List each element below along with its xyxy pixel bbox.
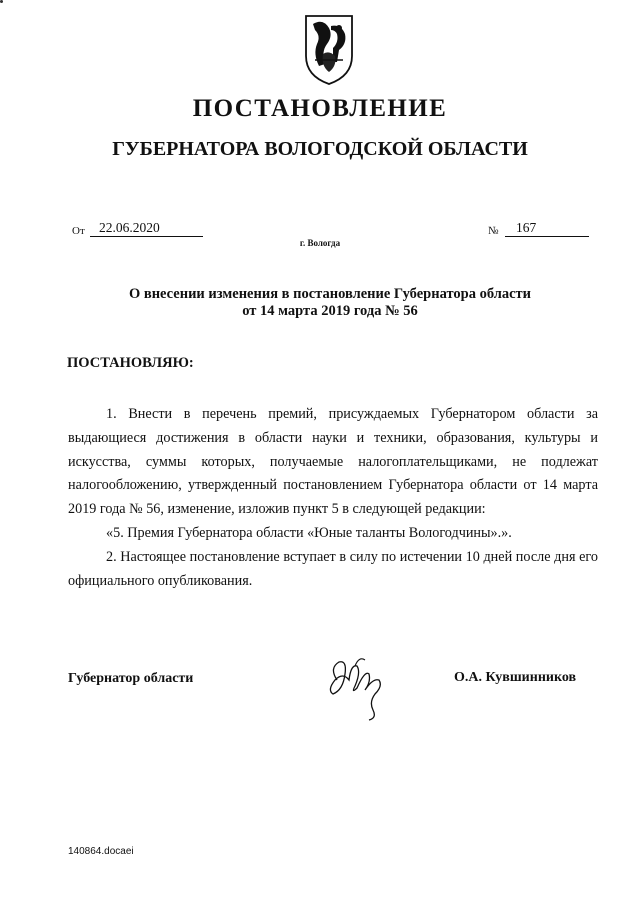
document-date: 22.06.2020 <box>99 220 160 235</box>
document-subtitle: ГУБЕРНАТОРА ВОЛОГОДСКОЙ ОБЛАСТИ <box>112 138 528 160</box>
signatory-name: О.А. Кувшинников <box>454 670 577 685</box>
document-title: ПОСТАНОВЛЕНИЕ <box>192 95 448 122</box>
subject-line-2: от 14 марта 2019 года № 56 <box>242 303 418 319</box>
date-prefix: От <box>72 225 85 237</box>
subject-line-1: О внесении изменения в постановление Губернатора области <box>128 286 532 302</box>
document-number: 167 <box>516 220 537 235</box>
number-prefix: № <box>488 225 499 237</box>
coat-of-arms-icon <box>303 14 355 86</box>
city: г. Вологда <box>299 238 341 248</box>
handwritten-signature <box>325 650 395 722</box>
footer-filename: 140864.docaei <box>68 846 134 857</box>
scan-speck <box>0 0 3 3</box>
paragraph-2: 2. Настоящее постановление вступает в силу по истечении 10 дней после дня его официального опубликования. <box>68 548 598 589</box>
subject-heading <box>60 286 600 320</box>
paragraph-1: 1. Внести в перечень премий, присуждаемых Губернатором области за выдающиеся достижения в области науки и техники, образования, культуры и искусства, суммы которых, получаемые налогоплательщиками, не подлежат налогообложению, утвержденный постановлением Губернатора области от 14 марта 2019 года № 56, изменение, изложив пункт 5 в следующей редакции: <box>68 406 598 518</box>
paragraph-quote: «5. Премия Губернатора области «Юные таланты Вологодчины».». <box>106 524 512 541</box>
decree-word: ПОСТАНОВЛЯЮ: <box>67 355 194 371</box>
body-text <box>68 403 598 593</box>
date-underline <box>90 235 203 237</box>
signatory-position: Губернатор области <box>68 671 194 686</box>
number-underline <box>505 235 589 237</box>
